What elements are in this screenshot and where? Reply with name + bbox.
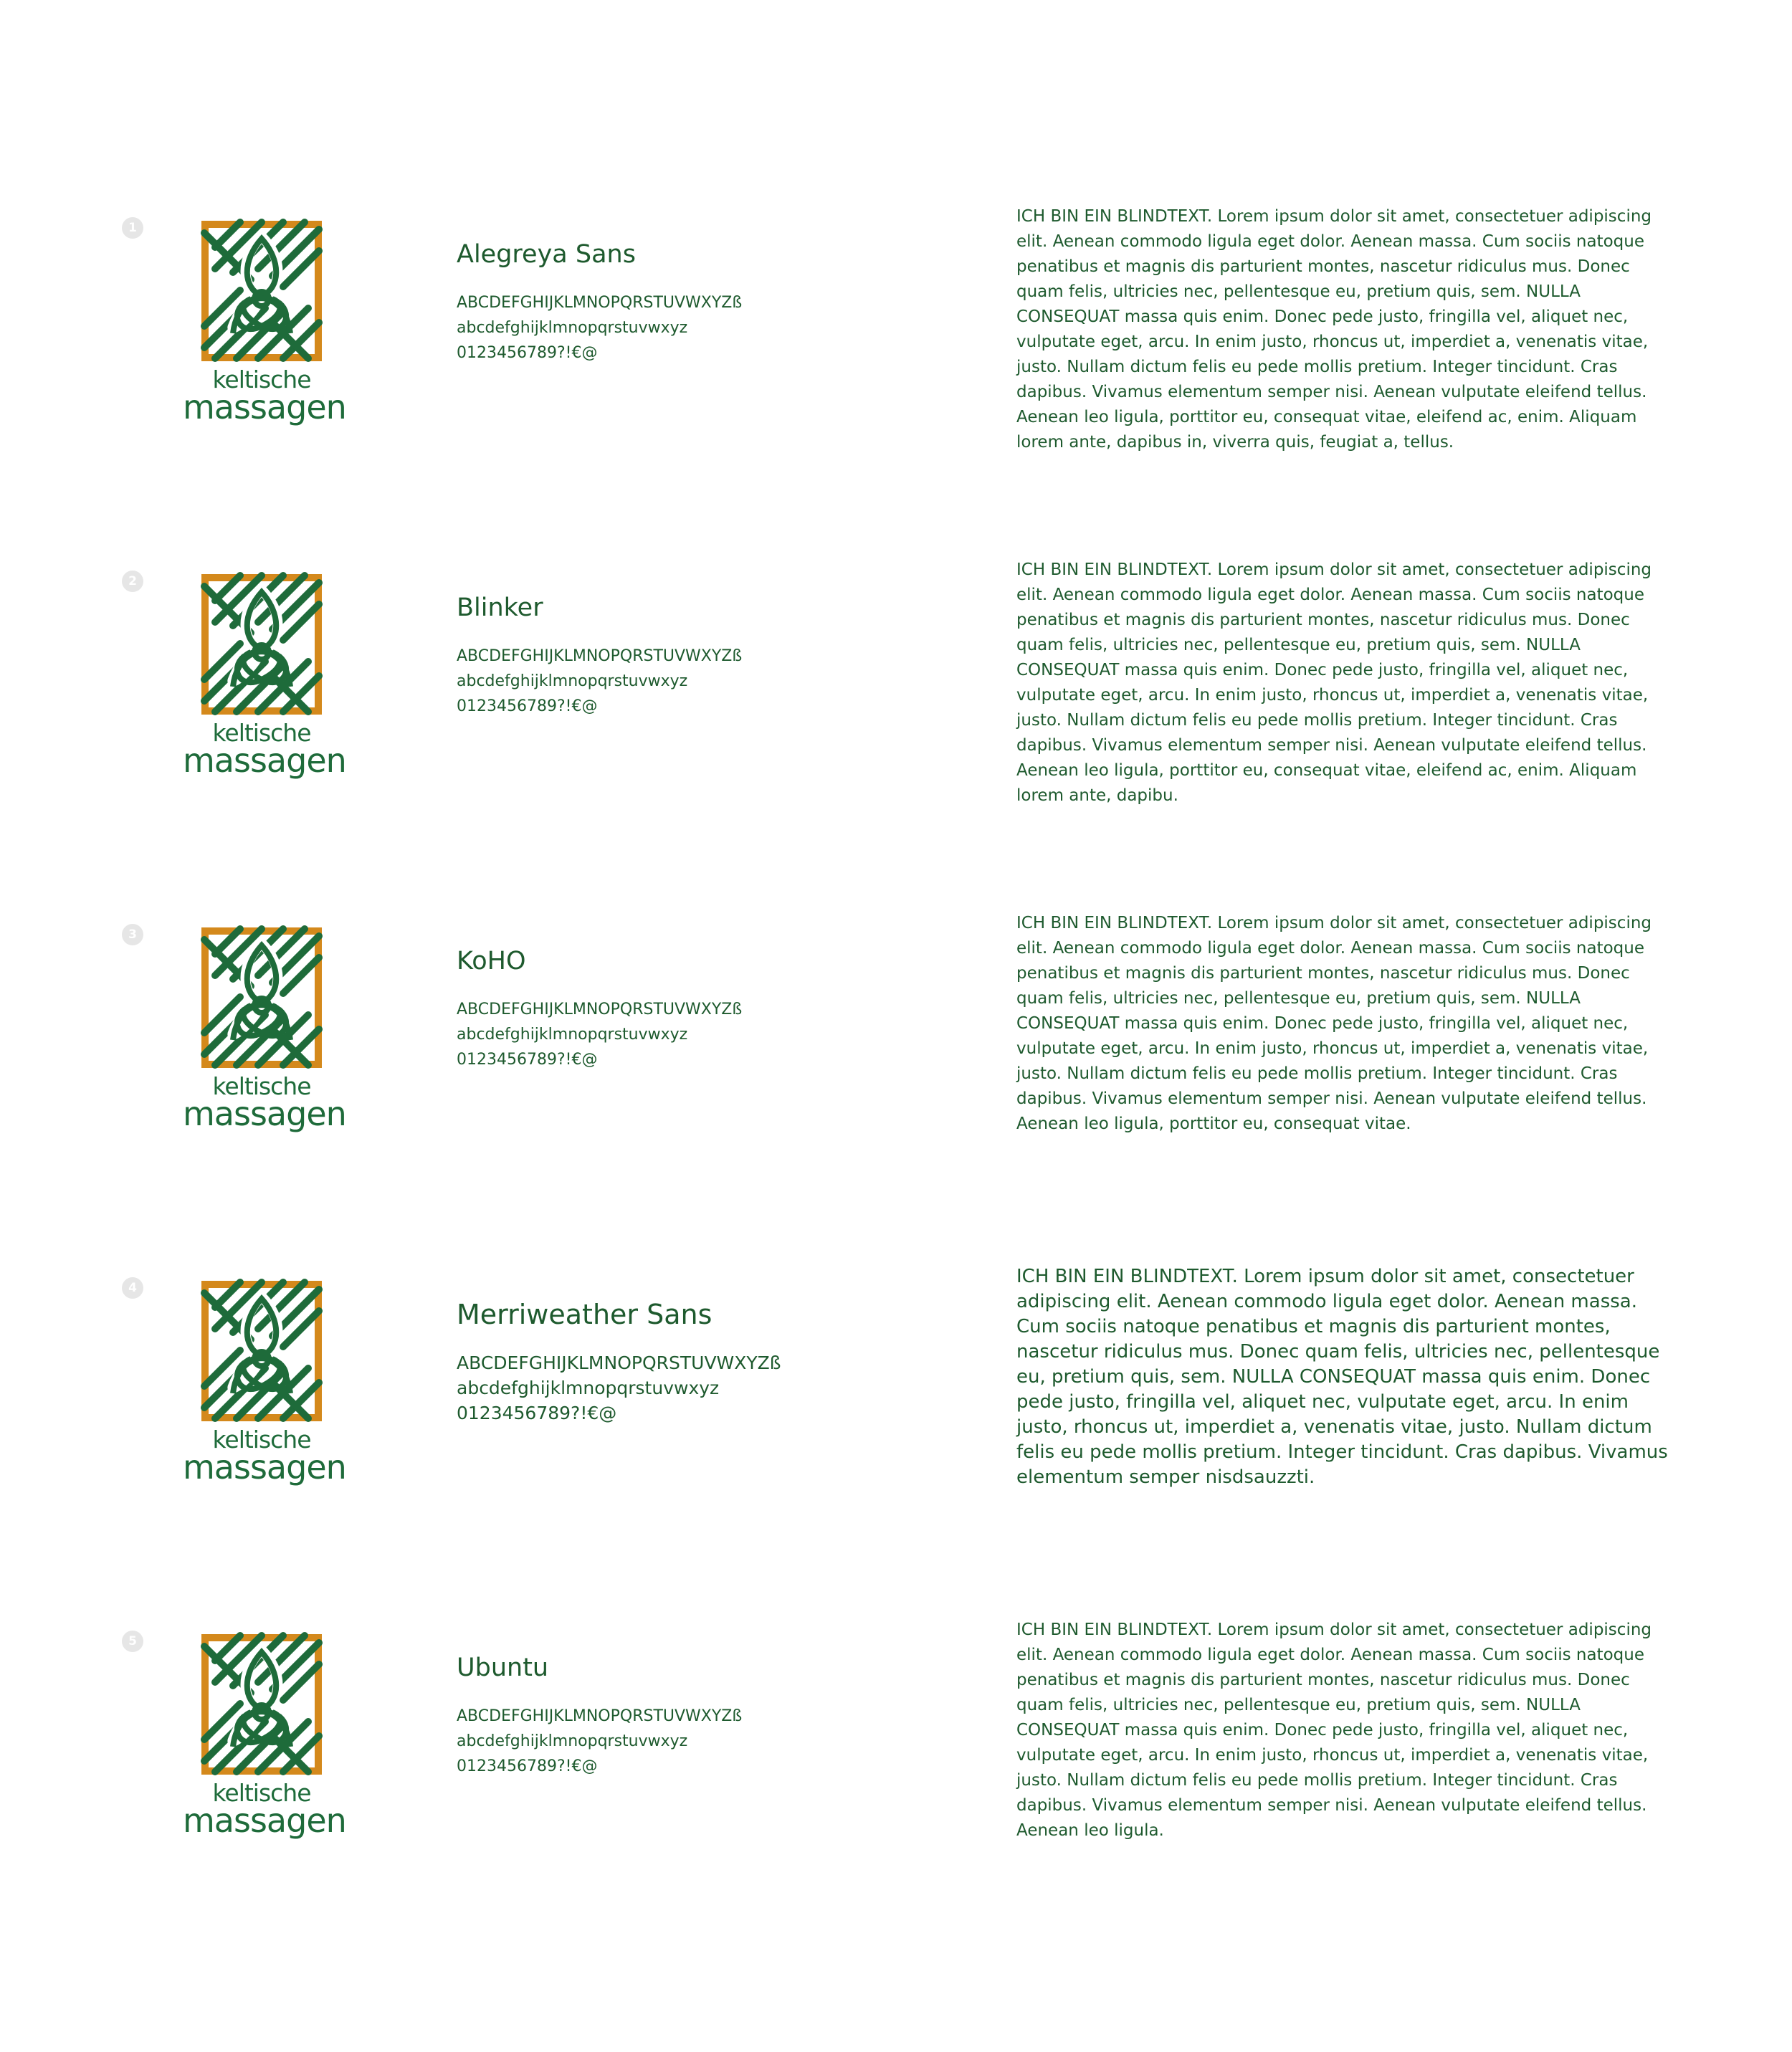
logo-wordmark-line2: massagen — [183, 388, 346, 426]
font-name: Alegreya Sans — [457, 240, 636, 269]
digit-glyphs: 0123456789?!€@ — [457, 1051, 598, 1069]
row-number-badge: 3 — [122, 924, 143, 945]
lowercase-glyphs: abcdefghijklmnopqrstuvwxyz — [457, 672, 688, 690]
lowercase-glyphs: abcdefghijklmnopqrstuvwxyz — [457, 1732, 688, 1750]
uppercase-glyphs: ABCDEFGHIJKLMNOPQRSTUVWXYZß — [457, 1001, 743, 1018]
digit-glyphs: 0123456789?!€@ — [457, 1757, 598, 1775]
font-name: Ubuntu — [457, 1653, 549, 1682]
glyph-set — [457, 997, 742, 1072]
celtic-knot-logo-icon — [201, 572, 323, 719]
sample-text: ICH BIN EIN BLINDTEXT. Lorem ipsum dolor sit amet, consectetuer adipiscing elit. Aenean commodo ligula eget dolor. Aenean massa. Cum sociis natoque penatibus et magnis dis parturient montes, nascetur ridiculus mus. Donec quam felis, ultricies nec, pellentesque eu, pretium quis, sem. NULLA CONSEQUAT massa quis enim. Donec pede justo, fringilla vel, aliquet nec, vulputate eget, arcu. In enim justo, rhoncus ut, imperdiet a, venenatis vitae, justo. Nullam dictum felis eu pede mollis pretium. Integer tincidunt. Cras dapibus. Vivamus elementum semper nisi. Aenean vulputate eleifend tellus. Aenean leo ligula, porttitor eu, consequat vitae, eleifend ac, enim. Aliquam lorem ante, dapibus in, viverra quis, feugiat a, tellus. — [1016, 207, 1652, 452]
specimen-row — [0, 1618, 1792, 1854]
row-number-badge: 5 — [122, 1631, 143, 1652]
sample-text: ICH BIN EIN BLINDTEXT. Lorem ipsum dolor sit amet, consectetuer adipiscing elit. Aenean commodo ligula eget dolor. Aenean massa. Cum sociis natoque penatibus et magnis dis parturient montes, nascetur ridiculus mus. Donec quam felis, ultricies nec, pellentesque eu, pretium quis, sem. NULLA CONSEQUAT massa quis enim. Donec pede justo, fringilla vel, aliquet nec, vulputate eget, arcu. In enim justo, rhoncus ut, imperdiet a, venenatis vitae, justo. Nullam dictum felis eu pede mollis pretium. Integer tincidunt. Cras dapibus. Vivamus elementum semper nisi. Aenean vulputate eleifend tellus. Aenean leo ligula, porttitor eu, consequat vitae. — [1016, 914, 1652, 1133]
logo-wordmark-line1: keltische — [212, 366, 311, 393]
uppercase-glyphs: ABCDEFGHIJKLMNOPQRSTUVWXYZß — [457, 294, 743, 312]
celtic-knot-logo-icon — [201, 1279, 323, 1426]
logo — [183, 219, 346, 434]
digit-glyphs: 0123456789?!€@ — [457, 697, 598, 715]
row-number-badge: 2 — [122, 571, 143, 592]
logo — [183, 1279, 346, 1494]
glyph-set — [457, 290, 742, 366]
logo-wordmark-line1: keltische — [212, 1779, 311, 1807]
logo — [183, 572, 346, 787]
logo-wordmark-line2: massagen — [183, 1448, 346, 1486]
row-number-badge: 4 — [122, 1277, 143, 1299]
specimen-row — [0, 558, 1792, 805]
font-name: Merriweather Sans — [457, 1299, 712, 1330]
specimen-row — [0, 1264, 1792, 1501]
sample-text: ICH BIN EIN BLINDTEXT. Lorem ipsum dolor sit amet, consectetuer adipiscing elit. Aenean commodo ligula eget dolor. Aenean massa. Cum sociis natoque penatibus et magnis dis parturient montes, nascetur ridiculus mus. Donec quam felis, ultricies nec, pellentesque eu, pretium quis, sem. NULLA CONSEQUAT massa quis enim. Donec pede justo, fringilla vel, aliquet nec, vulputate eget, arcu. In enim justo, rhoncus ut, imperdiet a, venenatis vitae, justo. Nullam dictum felis eu pede mollis pretium. Integer tincidunt. Cras dapibus. Vivamus elementum semper nisi. Aenean vulputate eleifend tellus. Aenean leo ligula, porttitor eu, consequat vitae, eleifend ac, enim. Aliquam lorem ante, dapibu. — [1016, 560, 1652, 805]
logo-wordmark-line2: massagen — [183, 741, 346, 780]
celtic-knot-logo-icon — [201, 925, 323, 1072]
specimen-row — [0, 911, 1792, 1147]
logo-wordmark-line1: keltische — [212, 1072, 311, 1100]
glyph-set — [457, 644, 742, 719]
specimen-row — [0, 204, 1792, 452]
digit-glyphs: 0123456789?!€@ — [457, 1403, 617, 1423]
lowercase-glyphs: abcdefghijklmnopqrstuvwxyz — [457, 1026, 688, 1044]
font-name: KoHO — [457, 947, 526, 975]
lowercase-glyphs: abcdefghijklmnopqrstuvwxyz — [457, 1378, 720, 1398]
digit-glyphs: 0123456789?!€@ — [457, 344, 598, 362]
celtic-knot-logo-icon — [201, 1632, 323, 1779]
logo-wordmark-line1: keltische — [212, 1426, 311, 1454]
logo — [183, 1632, 346, 1847]
uppercase-glyphs: ABCDEFGHIJKLMNOPQRSTUVWXYZß — [457, 1352, 781, 1373]
sample-text: ICH BIN EIN BLINDTEXT. Lorem ipsum dolor sit amet, consectetuer adipiscing elit. Aenean commodo ligula eget dolor. Aenean massa. Cum sociis natoque penatibus et magnis dis parturient montes, nascetur ridiculus mus. Donec quam felis, ultricies nec, pellentesque eu, pretium quis, sem. NULLA CONSEQUAT massa quis enim. Donec pede justo, fringilla vel, aliquet nec, vulputate eget, arcu. In enim justo, rhoncus ut, imperdiet a, venenatis vitae, justo. Nullam dictum felis eu pede mollis pretium. Integer tincidunt. Cras dapibus. Vivamus elementum semper nisdsauzzti. — [1016, 1266, 1668, 1488]
uppercase-glyphs: ABCDEFGHIJKLMNOPQRSTUVWXYZß — [457, 647, 743, 665]
logo-wordmark-line2: massagen — [183, 1094, 346, 1133]
lowercase-glyphs: abcdefghijklmnopqrstuvwxyz — [457, 319, 688, 337]
sample-text: ICH BIN EIN BLINDTEXT. Lorem ipsum dolor sit amet, consectetuer adipiscing elit. Aenean commodo ligula eget dolor. Aenean massa. Cum sociis natoque penatibus et magnis dis parturient montes, nascetur ridiculus mus. Donec quam felis, ultricies nec, pellentesque eu, pretium quis, sem. NULLA CONSEQUAT massa quis enim. Donec pede justo, fringilla vel, aliquet nec, vulputate eget, arcu. In enim justo, rhoncus ut, imperdiet a, venenatis vitae, justo. Nullam dictum felis eu pede mollis pretium. Integer tincidunt. Cras dapibus. Vivamus elementum semper nisi. Aenean vulputate eleifend tellus. Aenean leo ligula. — [1016, 1621, 1652, 1840]
celtic-knot-logo-icon — [201, 219, 323, 366]
logo-wordmark-line1: keltische — [212, 719, 311, 747]
uppercase-glyphs: ABCDEFGHIJKLMNOPQRSTUVWXYZß — [457, 1707, 743, 1725]
row-number-badge: 1 — [122, 217, 143, 239]
glyph-set — [457, 1704, 742, 1779]
font-name: Blinker — [457, 593, 543, 622]
logo-wordmark-line2: massagen — [183, 1801, 346, 1840]
glyph-set — [457, 1350, 781, 1426]
logo — [183, 925, 346, 1140]
